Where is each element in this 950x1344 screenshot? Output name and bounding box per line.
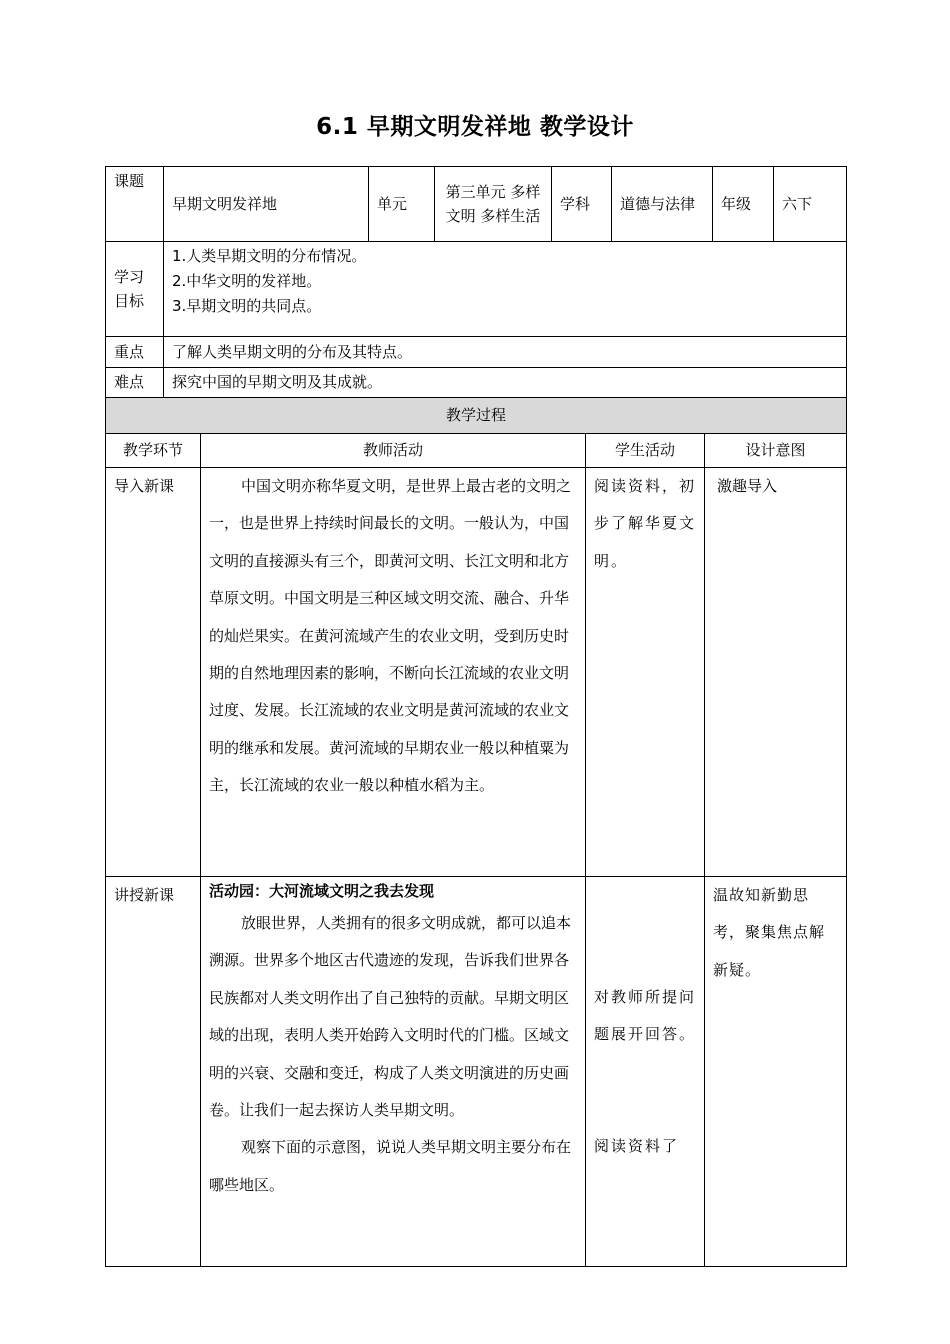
difficulty-label: 难点 [106, 368, 164, 398]
intent-cell: 激趣导入 [705, 468, 847, 877]
process-table [105, 397, 847, 1267]
page-title: 6.1 早期文明发祥地 教学设计 [316, 114, 634, 140]
difficulty-text: 探究中国的早期文明及其成就。 [164, 368, 847, 398]
student-cell [586, 877, 705, 1267]
goal-item: 2.中华文明的发祥地。 [172, 272, 322, 290]
stage-cell: 导入新课 [106, 468, 201, 877]
key-text: 了解人类早期文明的分布及其特点。 [164, 337, 847, 368]
topic-value: 早期文明发祥地 [164, 167, 369, 242]
goals-label: 学习目标 [106, 242, 164, 337]
grade-value: 六下 [774, 167, 847, 242]
column-header: 设计意图 [705, 434, 847, 468]
goal-item: 3.早期文明的共同点。 [172, 297, 322, 315]
activity-heading: 活动园：大河流域文明之我去发现 [209, 882, 435, 900]
unit-value: 第三单元 多样文明 多样生活 [435, 167, 552, 242]
column-header: 教学环节 [106, 434, 201, 468]
teacher-cell [201, 468, 586, 877]
goal-item: 1.人类早期文明的分布情况。 [172, 247, 367, 265]
process-heading: 教学过程 [106, 398, 847, 434]
subject-label: 学科 [552, 167, 612, 242]
table-row [106, 468, 847, 877]
teacher-cell [201, 877, 586, 1267]
table-row [106, 877, 847, 1267]
column-header: 学生活动 [586, 434, 705, 468]
stage-cell: 讲授新课 [106, 877, 201, 1267]
teacher-text: 观察下面的示意图，说说人类早期文明主要分布在哪些地区。 [209, 1138, 572, 1194]
unit-label: 单元 [369, 167, 435, 242]
info-table [105, 166, 847, 398]
goals-list [164, 242, 847, 337]
intent-cell: 温故知新勤思考，聚集焦点解新疑。 [705, 877, 847, 1267]
teacher-text: 放眼世界，人类拥有的很多文明成就，都可以追本溯源。世界多个地区古代遗迹的发现，告诉我们世界各民族都对人类文明作出了自己独特的贡献。早期文明区域的出现，表明人类开始跨入文明时代的门槛。区域文明的兴衰、交融和变迁，构成了人类文明演进的历史画卷。让我们一起去探访人类早期文明。 [209, 914, 572, 1120]
column-header: 教师活动 [201, 434, 586, 468]
teacher-text: 中国文明亦称华夏文明，是世界上最古老的文明之一，也是世界上持续时间最长的文明。一般认为，中国文明的直接源头有三个，即黄河文明、长江文明和北方草原文明。中国文明是三种区域文明交流、融合、升华的灿烂果实。在黄河流域产生的农业文明，受到历史时期的自然地理因素的影响，不断向长江流域的农业文明过度、发展。长江流域的农业文明是黄河流域的农业文明的继承和发展。黄河流域的早期农业一般以种植粟为主，长江流域的农业一般以种植水稻为主。 [209, 477, 572, 795]
grade-label: 年级 [713, 167, 774, 242]
topic-label: 课题 [106, 167, 164, 242]
student-text: 阅读资料了 [594, 1136, 680, 1155]
subject-value: 道德与法律 [612, 167, 713, 242]
key-label: 重点 [106, 337, 164, 368]
student-cell: 阅读资料，初步了解华夏文明。 [586, 468, 705, 877]
student-text: 对教师所提问题展开回答。 [594, 988, 697, 1044]
